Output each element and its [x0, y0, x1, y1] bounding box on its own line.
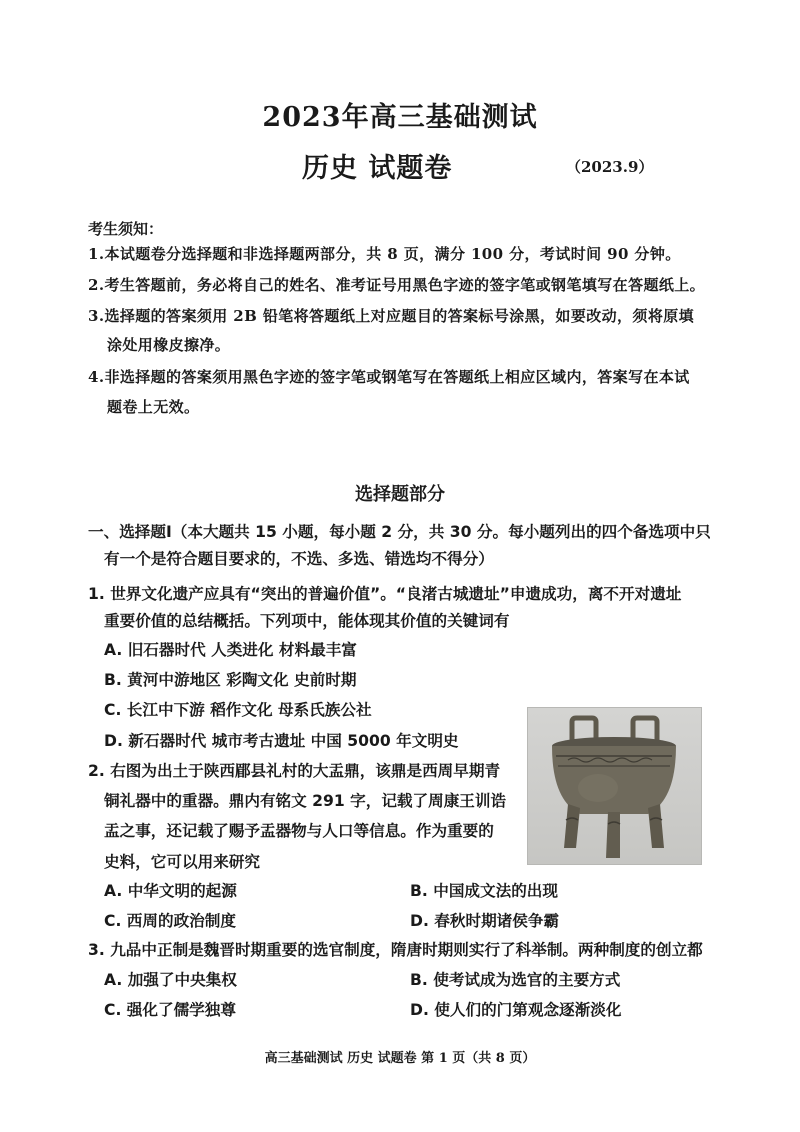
part-instructions-cont: 有一个是符合题目要求的，不选、多选、错选均不得分）	[104, 550, 494, 568]
question-2-stem-cont: 盂之事，还记载了赐予盂器物与人口等信息。作为重要的	[104, 822, 494, 840]
question-2-stem-cont: 史料，它可以用来研究	[104, 853, 260, 871]
ding-vessel-drawing	[528, 708, 701, 864]
question-1-option-a: A. 旧石器时代 人类进化 材料最丰富	[104, 641, 357, 659]
question-2-option-a: A. 中华文明的起源	[104, 882, 237, 900]
question-1-option-c: C. 长江中下游 稻作文化 母系氏族公社	[104, 701, 372, 719]
question-2-stem-cont: 铜礼器中的重器。鼎内有铭文 291 字，记载了周康王训诰	[104, 792, 507, 810]
exam-subject-title: 历史 试题卷	[302, 153, 453, 184]
question-1-stem: 1. 世界文化遗产应具有“突出的普遍价值”。“良渚古城遗址”申遗成功，离不开对遗址	[88, 585, 682, 603]
question-1-option-d: D. 新石器时代 城市考古遗址 中国 5000 年文明史	[104, 732, 459, 750]
notice-heading: 考生须知：	[88, 220, 164, 238]
notice-line: 题卷上无效。	[107, 398, 200, 416]
question-1-stem-cont: 重要价值的总结概括。下列项中，能体现其价值的关键词有	[104, 612, 510, 630]
notice-line: 4.非选择题的答案须用黑色字迹的签字笔或钢笔写在答题纸上相应区域内，答案写在本试	[88, 368, 690, 386]
question-3-option-a: A. 加强了中央集权	[104, 971, 237, 989]
question-3-option-c: C. 强化了儒学独尊	[104, 1001, 236, 1019]
question-2-option-d: D. 春秋时期诸侯争霸	[410, 912, 560, 930]
exam-date: （2023.9）	[566, 158, 654, 176]
notice-line: 3.选择题的答案须用 2B 铅笔将答题纸上对应题目的答案标号涂黑，如要改动，须将原填	[88, 307, 695, 325]
section-heading: 选择题部分	[355, 484, 445, 505]
question-3-option-b: B. 使考试成为选官的主要方式	[410, 971, 621, 989]
question-2-option-c: C. 西周的政治制度	[104, 912, 236, 930]
question-3-stem: 3. 九品中正制是魏晋时期重要的选官制度，隋唐时期则实行了科举制。两种制度的创立都	[88, 941, 703, 959]
question-3-option-d: D. 使人们的门第观念逐渐淡化	[410, 1001, 622, 1019]
question-2-stem: 2. 右图为出土于陕西郿县礼村的大盂鼎，该鼎是西周早期青	[88, 762, 501, 780]
question-2-option-b: B. 中国成文法的出现	[410, 882, 558, 900]
ding-vessel-image	[527, 707, 702, 865]
page-footer: 高三基础测试 历史 试题卷 第 1 页（共 8 页）	[264, 1051, 536, 1066]
notice-line: 2.考生答题前，务必将自己的姓名、准考证号用黑色字迹的签字笔或钢笔填写在答题纸上。	[88, 276, 706, 294]
notice-line: 涂处用橡皮擦净。	[107, 336, 231, 354]
notice-line: 1.本试题卷分选择题和非选择题两部分，共 8 页，满分 100 分，考试时间 90 分钟。	[88, 245, 681, 263]
exam-title: 2023年高三基础测试	[262, 102, 538, 133]
question-1-option-b: B. 黄河中游地区 彩陶文化 史前时期	[104, 671, 357, 689]
part-instructions: 一、选择题Ⅰ（本大题共 15 小题，每小题 2 分，共 30 分。每小题列出的四个备选项中只	[88, 523, 711, 541]
